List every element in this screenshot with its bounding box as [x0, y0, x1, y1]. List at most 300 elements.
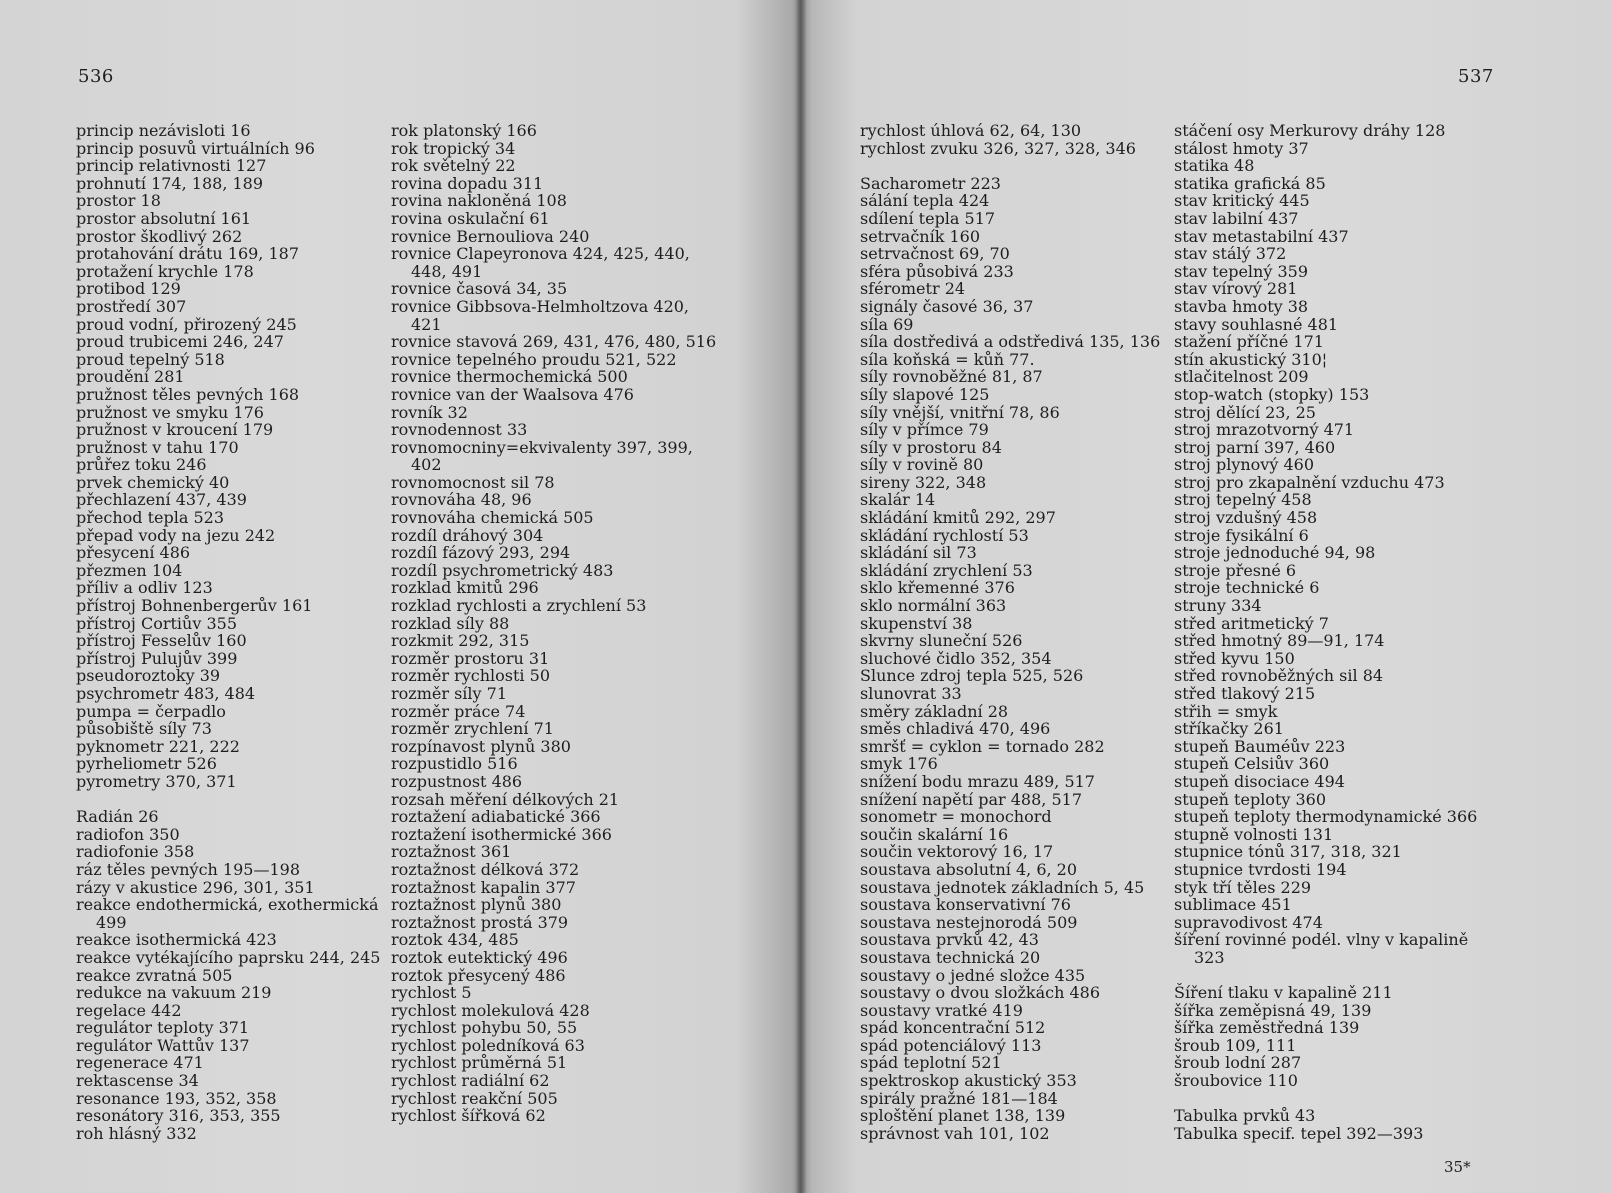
- index-entry-text: přesycení 486: [76, 543, 191, 563]
- index-entry-text: skládání rychlostí 53: [860, 525, 1029, 545]
- index-entry: [860, 228, 1160, 246]
- index-entry-text: snížení napětí par 488, 517: [860, 789, 1082, 809]
- index-entry-text: struny 334: [1174, 596, 1262, 616]
- index-entry-text: stroj plynový 460: [1174, 455, 1315, 475]
- index-entry-text: rovina nakloněná 108: [391, 191, 567, 211]
- index-entry: [391, 615, 716, 633]
- index-entry-text: stroje jednoduché 94, 98: [1174, 543, 1376, 563]
- index-entry: [76, 1072, 380, 1090]
- index-entry-text: roztok 434, 485: [391, 930, 519, 950]
- index-entry-text: stavba hmoty 38: [1174, 296, 1309, 316]
- index-entry-text: stupeň disociace 494: [1174, 771, 1345, 791]
- index-entry: [1174, 615, 1477, 633]
- index-entry-text: stroj mrazotvorný 471: [1174, 420, 1355, 440]
- index-entry: [1174, 368, 1477, 386]
- index-entry: [76, 527, 380, 545]
- index-entry: [1174, 439, 1477, 457]
- index-entry-text: stroj parní 397, 460: [1174, 437, 1336, 457]
- index-entry-text: střed aritmetický 7: [1174, 613, 1329, 633]
- index-entry: [860, 685, 1160, 703]
- index-entry-text: stlačitelnost 209: [1174, 367, 1309, 387]
- index-entry: [860, 843, 1160, 861]
- index-entry-text: pumpa = čerpadlo: [76, 701, 226, 721]
- index-entry-text: stroje přesné 6: [1174, 560, 1297, 580]
- index-entry: [76, 175, 380, 193]
- index-entry-text: proudění 281: [76, 367, 185, 387]
- index-entry-text: stupnice tvrdosti 194: [1174, 859, 1347, 879]
- index-entry-text: rovnováha chemická 505: [391, 508, 594, 528]
- index-entry: [391, 667, 716, 685]
- index-entry: [76, 1002, 380, 1020]
- index-entry-text: prostor škodlivý 262: [76, 226, 243, 246]
- index-entry-text: směs chladivá 470, 496: [860, 719, 1051, 739]
- index-entry: [391, 298, 716, 333]
- index-entry: [1174, 579, 1477, 597]
- index-entry-text: reakce endothermická, exothermická: [76, 895, 379, 915]
- index-entry: [1174, 773, 1477, 791]
- index-entry-text: stroj pro zkapalnění vzduchu 473: [1174, 472, 1445, 492]
- index-entry-text: rozměr prostoru 31: [391, 648, 550, 668]
- index-entry: [391, 527, 716, 545]
- index-entry-text: rychlost reakční 505: [391, 1088, 558, 1108]
- index-entry-text: prostor 18: [76, 191, 161, 211]
- index-entry-text: princip relativnosti 127: [76, 156, 267, 176]
- index-entry: [1174, 404, 1477, 422]
- right-page: [800, 0, 1612, 1193]
- index-entry-text: styk tří těles 229: [1174, 877, 1312, 897]
- index-entry: [860, 879, 1160, 897]
- index-entry-text: stav tepelný 359: [1174, 261, 1308, 281]
- index-entry-text: spirály pražné 181—184: [860, 1088, 1058, 1108]
- index-entry: [860, 544, 1160, 562]
- index-entry-text: rozměr práce 74: [391, 701, 526, 721]
- index-entry: [391, 245, 716, 280]
- index-entry-text: rovnomocnost sil 78: [391, 472, 555, 492]
- index-entry-text: směry základní 28: [860, 701, 1009, 721]
- index-entry: [391, 1107, 716, 1125]
- index-entry-text: roztažnost plynů 380: [391, 895, 562, 915]
- index-entry: [76, 298, 380, 316]
- index-entry-text: rok platonský 166: [391, 121, 537, 140]
- index-entry-text: pružnost ve smyku 176: [76, 402, 264, 422]
- index-entry-text: rozpustnost 486: [391, 771, 523, 791]
- index-entry-text: rychlost pohybu 50, 55: [391, 1018, 578, 1038]
- index-entry: [1174, 474, 1477, 492]
- index-entry: [860, 1125, 1160, 1143]
- index-entry-continuation: 323: [1194, 947, 1225, 967]
- index-entry: [860, 615, 1160, 633]
- index-entry-text: rychlost průměrná 51: [391, 1053, 568, 1073]
- index-entry-text: roztok eutektický 496: [391, 947, 568, 967]
- index-entry-text: sublimace 451: [1174, 895, 1292, 915]
- index-entry-text: smyk 176: [860, 754, 938, 774]
- index-entry: [860, 791, 1160, 809]
- index-entry-text: protibod 129: [76, 279, 181, 299]
- index-entry: [76, 826, 380, 844]
- index-entry: [391, 280, 716, 298]
- index-entry-text: sklo normální 363: [860, 596, 1007, 616]
- index-entry-text: stav stálý 372: [1174, 244, 1287, 264]
- index-entry-text: rovník 32: [391, 402, 468, 422]
- index-entry: [76, 650, 380, 668]
- index-entry-text: rozdíl dráhový 304: [391, 525, 544, 545]
- index-entry-text: prostředí 307: [76, 296, 187, 316]
- index-entry-text: stálost hmoty 37: [1174, 138, 1309, 158]
- index-entry-text: přístroj Bohnenbergerův 161: [76, 596, 313, 616]
- index-entry: [1174, 984, 1477, 1002]
- index-entry: [1174, 843, 1477, 861]
- index-entry-text: stupnice tónů 317, 318, 321: [1174, 842, 1402, 862]
- index-entry-text: rok světelný 22: [391, 156, 516, 176]
- index-entry: [391, 791, 716, 809]
- index-entry-text: rovnomocniny=ekvivalenty 397, 399,: [391, 437, 693, 457]
- index-entry: [391, 1019, 716, 1037]
- index-entry-text: stříkačky 261: [1174, 719, 1284, 739]
- index-entry-text: rozměr síly 71: [391, 684, 508, 703]
- index-entry-continuation: 499: [96, 912, 127, 932]
- index-entry-text: rozklad kmitů 296: [391, 578, 539, 598]
- index-entry-text: střed tlakový 215: [1174, 684, 1316, 703]
- index-entry-text: přepad vody na jezu 242: [76, 525, 276, 545]
- index-entry-text: rozdíl fázový 293, 294: [391, 543, 571, 563]
- index-entry-text: přechlazení 437, 439: [76, 490, 247, 510]
- index-entry-text: roztažnost 361: [391, 842, 512, 862]
- index-entry-text: Radián 26: [76, 807, 159, 827]
- index-entry-text: stupeň teploty 360: [1174, 789, 1327, 809]
- index-column: [391, 122, 716, 1125]
- index-entry-text: stroj dělící 23, 25: [1174, 402, 1316, 422]
- index-entry: [391, 843, 716, 861]
- index-entry: [860, 351, 1160, 369]
- index-entry-text: šířka zeměpisná 49, 139: [1174, 1000, 1372, 1020]
- index-entry-text: rozkmit 292, 315: [391, 631, 530, 651]
- index-entry-text: stav vírový 281: [1174, 279, 1298, 299]
- index-entry: [1174, 914, 1477, 932]
- index-entry-text: roztok přesycený 486: [391, 965, 566, 985]
- index-entry-text: skupenství 38: [860, 613, 973, 633]
- index-entry-text: roztažnost délková 372: [391, 859, 580, 879]
- index-entry-text: rychlost radiální 62: [391, 1071, 550, 1091]
- index-entry-text: prostor absolutní 161: [76, 208, 252, 228]
- index-entry: [76, 738, 380, 756]
- index-entry: [391, 1072, 716, 1090]
- index-entry-text: spád koncentrační 512: [860, 1018, 1046, 1038]
- index-entry: [76, 474, 380, 492]
- index-entry: [1174, 333, 1477, 351]
- index-entry: [76, 404, 380, 422]
- index-entry: [860, 984, 1160, 1002]
- index-entry: [860, 896, 1160, 914]
- index-entry: [76, 562, 380, 580]
- index-entry: [391, 597, 716, 615]
- index-entry: [391, 579, 716, 597]
- index-entry: [860, 368, 1160, 386]
- index-entry-text: stroj vzdušný 458: [1174, 508, 1318, 528]
- index-entry: [860, 1037, 1160, 1055]
- index-entry-text: šroub lodní 287: [1174, 1053, 1302, 1073]
- index-entry: [76, 1107, 380, 1125]
- index-entry: [391, 474, 716, 492]
- index-entry-text: prvek chemický 40: [76, 472, 230, 492]
- index-entry-text: rychlost zvuku 326, 327, 328, 346: [860, 138, 1136, 158]
- index-entry-text: rozměr zrychlení 71: [391, 719, 554, 739]
- index-entry: [391, 861, 716, 879]
- index-entry-text: spád potenciálový 113: [860, 1035, 1042, 1055]
- index-entry: [1174, 685, 1477, 703]
- index-entry: [1174, 650, 1477, 668]
- index-entry: [1174, 703, 1477, 721]
- index-entry-text: stav labilní 437: [1174, 208, 1299, 228]
- index-entry-text: rázy v akustice 296, 301, 351: [76, 877, 315, 897]
- index-entry-text: rozsah měření délkových 21: [391, 789, 620, 809]
- index-entry-text: síla koňská = kůň 77.: [860, 349, 1035, 369]
- index-entry-text: slunovrat 33: [860, 684, 962, 703]
- index-entry-text: radiofonie 358: [76, 842, 195, 862]
- index-entry: [76, 544, 380, 562]
- index-entry: [860, 316, 1160, 334]
- index-entry: [1174, 263, 1477, 281]
- index-entry: [391, 1054, 716, 1072]
- index-entry: [1174, 491, 1477, 509]
- index-entry: [391, 386, 716, 404]
- index-entry: [391, 544, 716, 562]
- index-entry-text: sonometr = monochord: [860, 807, 1052, 827]
- index-entry: [860, 579, 1160, 597]
- index-entry-text: pyknometr 221, 222: [76, 736, 240, 756]
- index-entry: [1174, 245, 1477, 263]
- index-entry: [76, 773, 380, 791]
- index-entry: [76, 263, 380, 281]
- book-gutter: [795, 0, 807, 1193]
- index-entry-text: rovnodennost 33: [391, 420, 528, 440]
- index-entry-text: rozpínavost plynů 380: [391, 736, 571, 756]
- index-entry-text: stav metastabilní 437: [1174, 226, 1349, 246]
- index-entry: [1174, 1072, 1477, 1090]
- index-entry-text: střed kyvu 150: [1174, 648, 1295, 668]
- index-entry-text: regenerace 471: [76, 1053, 204, 1073]
- index-entry-text: síly vnější, vnitřní 78, 86: [860, 402, 1060, 422]
- index-entry-text: Tabulka prvků 43: [1174, 1106, 1316, 1126]
- index-entry: [391, 1037, 716, 1055]
- index-entry-text: Tabulka specif. tepel 392—393: [1174, 1123, 1424, 1143]
- index-entry-text: soustava nestejnorodá 509: [860, 912, 1078, 932]
- index-entry-text: stín akustický 310¦: [1174, 349, 1328, 369]
- index-entry: [860, 949, 1160, 967]
- index-entry-text: rychlost poledníková 63: [391, 1035, 585, 1055]
- index-entry-text: stroje fysikální 6: [1174, 525, 1309, 545]
- index-entry-continuation: 421: [411, 314, 442, 334]
- index-entry-text: přechod tepla 523: [76, 508, 225, 528]
- index-entry: [1174, 316, 1477, 334]
- index-entry: [391, 562, 716, 580]
- index-entry-text: reakce isothermická 423: [76, 930, 277, 950]
- index-entry: [76, 1037, 380, 1055]
- index-entry: [391, 175, 716, 193]
- index-entry-text: rovnice stavová 269, 431, 476, 480, 516: [391, 332, 717, 352]
- index-entry-text: sklo křemenné 376: [860, 578, 1015, 598]
- index-entry-text: reakce vytékajícího paprsku 244, 245: [76, 947, 381, 967]
- index-entry: [76, 579, 380, 597]
- index-entry: [391, 914, 716, 932]
- index-entry-text: Slunce zdroj tepla 525, 526: [860, 666, 1084, 686]
- index-entry: [76, 615, 380, 633]
- index-entry: [1174, 808, 1477, 826]
- index-entry-text: resonance 193, 352, 358: [76, 1088, 277, 1108]
- index-entry-text: Šíření tlaku v kapalině 211: [1174, 983, 1393, 1003]
- index-entry-text: šíření rovinné podél. vlny v kapalině: [1174, 930, 1469, 950]
- index-entry-text: reakce zvratná 505: [76, 965, 233, 985]
- index-entry: [1174, 896, 1477, 914]
- index-entry-text: regulátor Wattův 137: [76, 1035, 250, 1055]
- index-entry-text: soustava konservativní 76: [860, 895, 1071, 915]
- index-entry: [860, 667, 1160, 685]
- index-entry-text: spád teplotní 521: [860, 1053, 1002, 1073]
- index-entry: [76, 439, 380, 457]
- index-entry-text: radiofon 350: [76, 824, 180, 844]
- index-entry: [76, 879, 380, 897]
- index-entry-text: proud trubicemi 246, 247: [76, 332, 284, 352]
- index-entry: [1174, 826, 1477, 844]
- index-entry: [860, 298, 1160, 316]
- index-entry-text: pyrheliometr 526: [76, 754, 217, 774]
- index-entry: [76, 210, 380, 228]
- index-entry-text: sireny 322, 348: [860, 472, 987, 492]
- index-entry: [76, 632, 380, 650]
- index-entry: [860, 720, 1160, 738]
- index-entry: [76, 491, 380, 509]
- index-entry-text: přístroj Fesselův 160: [76, 631, 247, 651]
- index-entry: [860, 931, 1160, 949]
- index-entry: [76, 1090, 380, 1108]
- index-entry-text: střed rovnoběžných sil 84: [1174, 666, 1384, 686]
- index-entry-text: síly v prostoru 84: [860, 437, 1002, 457]
- index-entry-text: přístroj Cortiův 355: [76, 613, 238, 633]
- index-entry-text: působiště síly 73: [76, 719, 212, 739]
- index-entry: [76, 861, 380, 879]
- index-entry: [76, 808, 380, 826]
- index-entry-text: rychlost úhlová 62, 64, 130: [860, 121, 1082, 140]
- index-entry-text: pružnost v kroucení 179: [76, 420, 274, 440]
- left-page: [0, 0, 800, 1193]
- index-entry-text: skládání sil 73: [860, 543, 977, 563]
- index-entry-text: pružnost v tahu 170: [76, 437, 239, 457]
- index-entry-text: rozměr rychlosti 50: [391, 666, 550, 686]
- index-entry-text: soustava absolutní 4, 6, 20: [860, 859, 1078, 879]
- index-entry-text: stroj tepelný 458: [1174, 490, 1312, 510]
- index-entry: [860, 632, 1160, 650]
- index-entry-text: sférometr 24: [860, 279, 966, 299]
- index-entry: [860, 861, 1160, 879]
- page-number-left: 536: [78, 66, 114, 87]
- index-entry: [391, 368, 716, 386]
- index-entry-text: proud tepelný 518: [76, 349, 225, 369]
- index-entry: [76, 703, 380, 721]
- index-entry: [391, 773, 716, 791]
- index-entry: [1174, 562, 1477, 580]
- index-entry: [391, 140, 716, 158]
- index-entry-text: statika grafická 85: [1174, 173, 1326, 193]
- index-entry: [1174, 667, 1477, 685]
- index-entry: [1174, 544, 1477, 562]
- index-entry: [1174, 755, 1477, 773]
- index-entry: [76, 843, 380, 861]
- index-entry-text: ráz těles pevných 195—198: [76, 859, 301, 879]
- index-entry: [1174, 738, 1477, 756]
- index-entry-text: roztažnost prostá 379: [391, 912, 569, 932]
- index-entry-text: přístroj Pulujův 399: [76, 648, 238, 668]
- index-entry-text: šířka zeměstředná 139: [1174, 1018, 1360, 1038]
- index-entry-text: šroubovice 110: [1174, 1071, 1298, 1091]
- index-entry: [1174, 157, 1477, 175]
- index-entry-text: sploštění planet 138, 139: [860, 1106, 1066, 1126]
- index-entry: [391, 122, 716, 140]
- index-entry-text: rovnice Gibbsova-Helmholtzova 420,: [391, 296, 690, 316]
- index-entry: [860, 597, 1160, 615]
- index-entry-text: stupně volnosti 131: [1174, 824, 1334, 844]
- index-entry-text: snížení bodu mrazu 489, 517: [860, 771, 1095, 791]
- index-entry: [391, 808, 716, 826]
- index-entry: [1174, 1054, 1477, 1072]
- index-entry-text: rovnice Bernouliova 240: [391, 226, 590, 246]
- index-entry-text: rozdíl psychrometrický 483: [391, 560, 614, 580]
- index-column: [860, 122, 1160, 1142]
- index-entry: [76, 984, 380, 1002]
- index-entry-text: stav kritický 445: [1174, 191, 1310, 211]
- index-entry-text: smršť = cyklon = tornado 282: [860, 736, 1105, 756]
- index-entry: [860, 509, 1160, 527]
- index-entry-text: sluchové čidlo 352, 354: [860, 648, 1052, 668]
- index-entry: [76, 280, 380, 298]
- index-entry-text: soustavy vratké 419: [860, 1000, 1023, 1020]
- index-entry: [860, 210, 1160, 228]
- index-entry: [76, 351, 380, 369]
- index-entry: [860, 421, 1160, 439]
- index-entry: [1174, 210, 1477, 228]
- index-entry-text: setrvačnost 69, 70: [860, 244, 1010, 264]
- index-entry-text: prohnutí 174, 188, 189: [76, 173, 264, 193]
- index-entry-text: součin skalární 16: [860, 824, 1009, 844]
- index-entry: [76, 667, 380, 685]
- index-entry-text: správnost vah 101, 102: [860, 1123, 1050, 1143]
- index-entry: [1174, 298, 1477, 316]
- index-entry: [1174, 632, 1477, 650]
- index-entry: [1174, 175, 1477, 193]
- index-entry: [860, 1002, 1160, 1020]
- index-entry-text: roh hlásný 332: [76, 1123, 197, 1143]
- index-entry: [391, 157, 716, 175]
- index-entry-text: proud vodní, přirozený 245: [76, 314, 297, 334]
- index-entry-text: Sacharometr 223: [860, 173, 1001, 193]
- index-entry: [860, 192, 1160, 210]
- index-entry-text: rozklad síly 88: [391, 613, 510, 633]
- index-entry-text: síla 69: [860, 314, 914, 334]
- index-entry-text: protažení krychle 178: [76, 261, 254, 281]
- index-entry: [76, 896, 380, 931]
- index-entry: [860, 808, 1160, 826]
- index-entry: [860, 122, 1160, 140]
- index-entry: [391, 720, 716, 738]
- index-entry-text: střed hmotný 89—91, 174: [1174, 631, 1385, 651]
- index-entry-text: rychlost 5: [391, 983, 472, 1003]
- index-entry: [391, 826, 716, 844]
- index-entry: [76, 456, 380, 474]
- index-column: [1174, 122, 1477, 1142]
- index-entry: [860, 263, 1160, 281]
- index-entry: [391, 228, 716, 246]
- index-entry: [76, 755, 380, 773]
- index-entry-text: skládání kmitů 292, 297: [860, 508, 1056, 528]
- index-entry: [76, 192, 380, 210]
